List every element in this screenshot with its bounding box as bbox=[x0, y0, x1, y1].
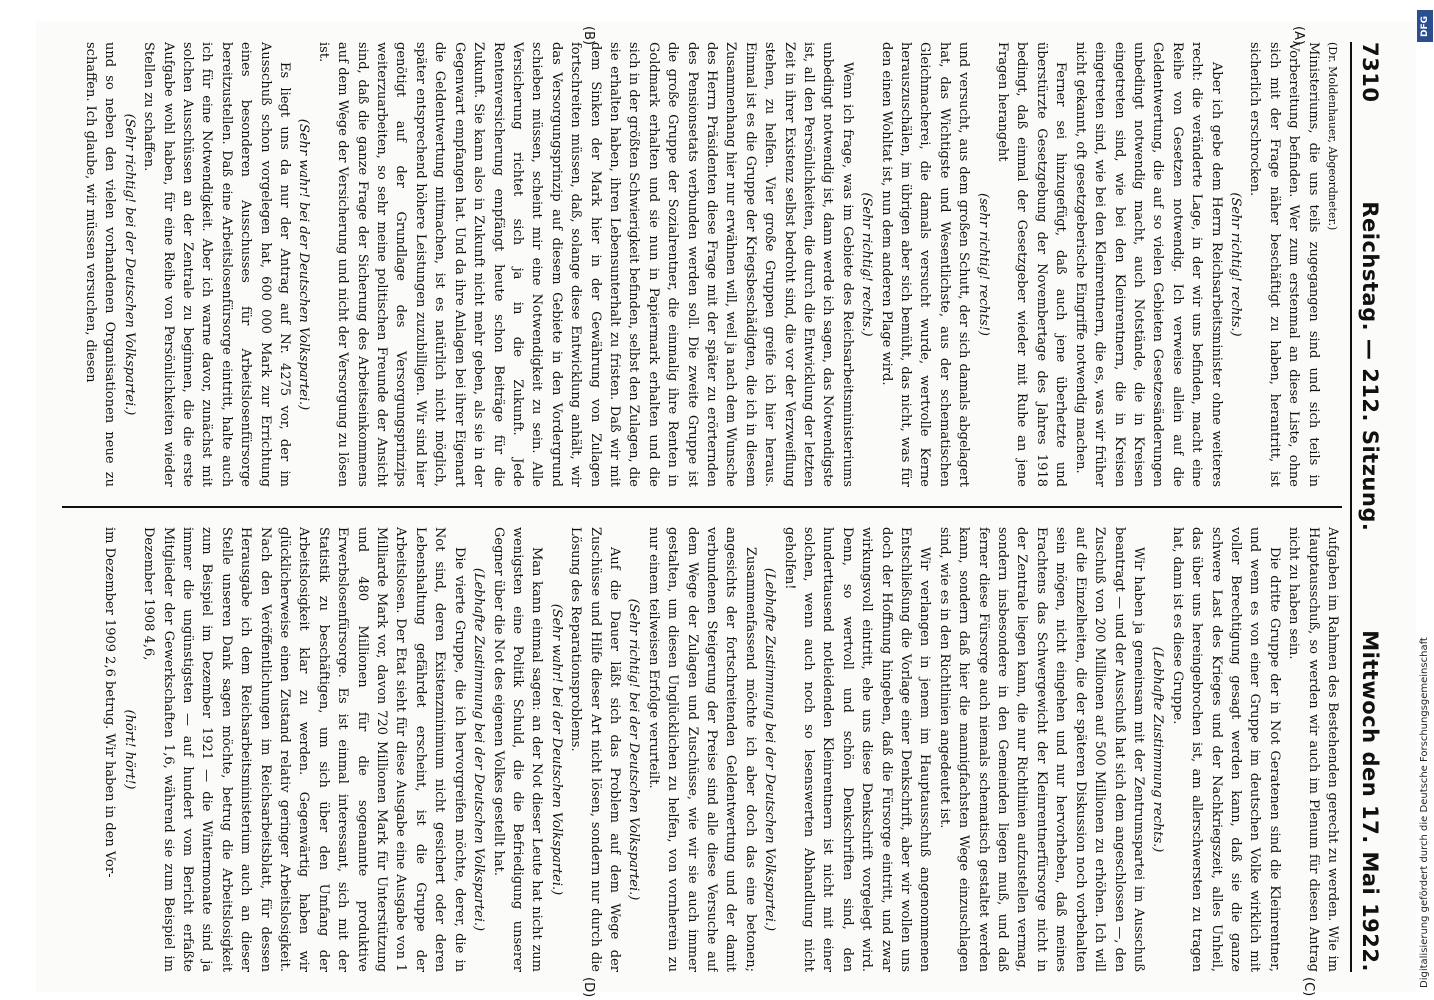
column-divider bbox=[62, 506, 1342, 508]
paragraph: (Dr. Moldenhauer, Abgeordneter.) bbox=[1326, 42, 1339, 231]
paragraph: und so neben den vielen vorhandenen Organisationen neue zu schaffen. Ich glaube, wir müssen versuchen, diesen bbox=[83, 42, 118, 487]
paragraph: Aber ich gebe dem Herrn Reichsarbeitsminister ohne weiteres recht: die veränderte Lage, in der wir uns befinden, macht eine Reihe von Gesetzen notwendig. Ich verweise allein auf die Geldentwertung, die auf so vielen Gebieten Gesetzesänderungen unbedingt notwendig macht, auch Notstände, die in Kreisen eingetreten sind, wie bei den Kleinrentnern, die in Kreisen eingetreten sind, wie bei den Kleinrentnern, die es, was wir früher nicht gekannt, oft gesetzgeberische Eingriffe notwendig machen. bbox=[1072, 42, 1224, 487]
margin-marker-c: (C) bbox=[1301, 977, 1316, 997]
paragraph: Aufgaben im Rahmen des Bestehenden gerecht zu werden. Wie im Hauptausschuß, so werden wir auch im Plenum für diesen Antrag nicht zu haben sein. bbox=[1286, 527, 1340, 972]
interjection: (Sehr richtig! bei der Deutschen Volkspartei.) bbox=[626, 598, 642, 901]
paragraph: Die dritte Gruppe der in Not Geratenen sind die Kleinrentner, und wenn es von einer Gruppe im deutschen Volke wirklich mit voller Berechtigung gesagt werden kann, daß sie die ganze schwere Last des Krieges und der Nachkriegszeit, alles Unheil, das über uns hereingebrochen ist, am allerschwersten zu tragen hat, dann ist es diese Gruppe. bbox=[1169, 527, 1282, 972]
running-head bbox=[1358, 42, 1398, 972]
margin-marker-a: (A) bbox=[1291, 26, 1306, 46]
watermark-text: Digitalisierung gefördert durch die Deutsche Forschungsgemeinschaft bbox=[1419, 637, 1430, 988]
header-rule bbox=[1350, 42, 1352, 972]
paragraph: im Dezember 1909 2,6 betrug. Wir haben in den Vor- bbox=[102, 527, 118, 878]
interjection: (sehr richtig! rechts!) bbox=[975, 193, 991, 336]
session-date: Mittwoch den 17. Mai 1922. bbox=[1358, 630, 1382, 972]
digitization-watermark bbox=[1416, 8, 1434, 988]
margin-marker-d: (D) bbox=[581, 977, 596, 998]
paragraph: Wir verlangen in jenem im Hauptausschuß angenommenen Entschließung die Vorlage einer Denkschrift, aber wir wollen uns doch der Hoffnung hingeben, daß die Fürsorge eintritt, und zwar wirkungsvoll eintritt, ehe uns diese Denkschrift vorgelegt wird. Denn, so wertvoll und schön Denkschriften sind, den hunderttausend notleidenden Kleinrentnern ist nicht mit einer solchen, wenn auch noch so lesenswerten Abhandlung nicht geholfen! bbox=[781, 527, 933, 972]
interjection: (Sehr wahr! bei der Deutschen Volkspartei.) bbox=[548, 603, 564, 896]
interjection: (Sehr wahr! bei der Deutschen Volkspartei.) bbox=[296, 118, 312, 411]
paragraph: Es liegt uns da nur der Antrag auf Nr. 4275 vor, der im Ausschuß schon vorgelegen hat, 600 000 Mark zur Errichtung eines besonderen Ausschusses für Arbeitslosenfürsorge bereitzustellen. Daß eine Arbeitslosenfürsorge eintritt, halte auch ich für eine Notwendigkeit. Aber ich warne davor, zunächst mit solchen Ausschüssen an der Zentrale zu beginnen, die die erste Aufgabe wohl haben, für eine Reihe von Persönlichkeiten wieder Stellen zu schaffen. bbox=[141, 42, 293, 487]
paragraph: Wir haben ja gemeinsam mit der Zentrumspartei im Ausschuß beantragt — und der Ausschuß hat sich dem angeschlossen —, den Zuschuß von 200 Millionen auf 500 Millionen zu erhöhen. Ich will auf die Einzelheiten, die der späteren Diskussion noch vorbehalten sein mögen, nicht eingehen und nur hervorheben, daß meines Erachtens das Schwergewicht der Kleinrentnerfürsorge nicht in der Zentrale liegen kann, die nur Richtlinien aufzustellen vermag, sondern insbesondere in den Gemeinden liegen muß, und daß ferner diese Fürsorge auch niemals schematisch gestaltet werden kann, sondern daß hier die mannigfachsten Wege einzuschlagen sind, wie es in den Richtlinien angedeutet ist. bbox=[936, 527, 1146, 972]
interjection: (Sehr richtig! rechts.) bbox=[859, 192, 875, 337]
paragraph: Ferner sei hinzugefügt, daß auch jene überhetzte und überstürzte Gesetzgebung der Novembertage des Jahres 1918 bedingt, daß einmal der Gesetzgeber wieder mit Ruhe an jene Fragen herangeht bbox=[995, 42, 1069, 487]
paragraph: Zusammenfassend möchte ich aber doch das eine betonen; angesichts der fortschreitenden Geldentwertung und der damit verbundenen Steigerung der Preise sind alle diese Versuche auf dem Wege der Zulagen und Zuschüsse, wie wir sie auch immer gestalten, um diesen Unglücklichen zu helfen, von vornherein zu nur einem teilweisen Erfolge verurteilt. bbox=[645, 527, 758, 972]
paragraph: und versucht, aus dem großen Schutt, der sich damals abgelagert hat, das Wichtigste und Wesentlichste, aus der schematischen Gleichmacherei, die damals versucht wurde, wertvolle Kerne herauszuschälen, im übrigen aber sich bemüht, das nicht, was für den einen Wohltat ist, nun dem anderen Plage wird. bbox=[878, 42, 972, 487]
dfg-logo: DFG bbox=[1417, 10, 1433, 42]
margin-marker-b: (B) bbox=[581, 26, 596, 46]
paragraph: Die vierte Gruppe, die ich hervorgreifen möchte, derer, die in Not sind, deren Existenzminimum nicht gesichert oder deren Lebenshaltung gefährdet erscheint, ist die Gruppe der Arbeitslosen. Der Etat sieht für diese Ausgabe eine Ausgabe von 1 Milliarde Mark vor, davon 720 Millionen Mark für Unterstützung und 480 Millionen für die sogenannte produktive Erwerbslosenfürsorge. Es ist einmal interessant, sich mit der Statistik zu beschäftigen, um sich über den Umfang der Arbeitslosigkeit klar zu werden. Gegenwärtig haben wir glücklicherweise einen Zustand relativ geringer Arbeitslosigkeit. Nach den Veröffentlichungen im Reichsarbeitsblatt, für dessen Herausgabe ich dem Reichsarbeitsministerium auch an dieser Stelle unseren Dank sagen möchte, betrug die Arbeitslosigkeit zum Beispiel im Dezember 1921 — die Wintermonate sind ja immer die ungünstigsten — auf hundert vom Bericht erfaßte Mitglieder der Gewerkschaften 1,6, während sie zum Beispiel im Dezember 1908 4,6, bbox=[141, 527, 467, 972]
interjection: (hört! hört!) bbox=[121, 709, 137, 790]
paragraph: Ministeriums, die uns teils zugegangen sind und sich teils in Vorbereitung befinden. Wer zum erstenmal an diese Liste, ohne sich mit der Frage näher beschäftigt zu haben, herantritt, ist sicherlich erschrocken. bbox=[1247, 42, 1321, 487]
page-title: Reichstag. — 212. Sitzung. bbox=[1358, 201, 1382, 532]
interjection: (Sehr richtig! bei der Deutschen Volkspartei.) bbox=[121, 113, 137, 416]
text-column-right bbox=[62, 527, 1342, 972]
interjection: (Lebhafte Zustimmung bei der Deutschen Volkspartei.) bbox=[471, 567, 487, 932]
interjection: (Lebhafte Zustimmung bei der Deutschen Volkspartei.) bbox=[762, 567, 778, 932]
page-number: 7310 bbox=[1358, 42, 1382, 103]
paragraph: Man kann einmal sagen: an der Not dieser Leute hat nicht zum wenigsten eine Politik Schuld, die die Befriedigung unserer Gegner über die Not des eigenen Volkes gestellt hat. bbox=[490, 527, 545, 972]
interjection: (Sehr richtig! rechts.) bbox=[1227, 192, 1243, 337]
paragraph: Auf die Dauer läßt sich das Problem auf dem Wege der Zuschüsse und Hilfe dieser Art nicht lösen, sondern nur durch die Lösung des Reparationsproblems. bbox=[568, 527, 622, 972]
interjection: (Lebhafte Zustimmung rechts.) bbox=[1150, 646, 1166, 853]
text-column-left bbox=[62, 42, 1342, 487]
paragraph: Wenn ich frage, was im Gebiete des Reichsarbeitsministeriums unbedingt notwendig ist, dann werde ich sagen, das Notwendigste ist, all den Persönlichkeiten, die durch die Entwicklung der letzten Zeit in ihrer Existenz selbst bedroht sind, die vor der Verzweiflung stehen, zu helfen. Vier große Gruppen greife ich hier heraus. Einmal ist es die Gruppe der Kriegsbeschädigten, die ich in diesem Zusammenhang hier nur erwähnen will, weil ja nach dem Wunsche des Herrn Präsidenten diese Frage mit der später zu erörternden des Pensionsetats verbunden werden soll. Die zweite Gruppe ist die große Gruppe der Sozialrentner, die einmalig ihre Renten in Goldmark erhalten und sie nun in Papiermark erhalten und die sich in der größten Schwierigkeit befinden, selbst den Zulagen, die sie erhalten haben, ihren Lebensunterhalt zu fristen. Daß wir mit dem Sinken der Mark hier in der Gewährung von Zulagen fortschreiten müssen, daß, solange diese Entwicklung anhält, wir das Versorgungsprinzip auf diesem Gebiete in den Vordergrund schieben müssen, scheint mir eine Notwendigkeit zu sein. Alle Versicherung richtet sich ja in die Zukunft. Jede Rentenversicherung empfängt heute schon Beiträge für die Zukunft. Sie kann also in Zukunft nicht mehr geben, als sie in der Gegenwart empfangen hat. Und da ihre Anlagen bei ihrer Eigenart die Geldentwertung mitmachen, ist es natürlich nicht möglich, später entsprechend höhere Leistungen zuzubilligen. Wir sind hier genötigt auf der Grundlage des Versorgungsprinzips weiterzuarbeiten, so sehr meine politischen Freunde der Ansicht sind, daß die ganze Frage der Sicherung des Arbeitseinkommens auf dem Wege der Versicherung und nicht der Versorgung zu lösen ist. bbox=[315, 42, 855, 487]
document-page bbox=[36, 22, 1416, 998]
